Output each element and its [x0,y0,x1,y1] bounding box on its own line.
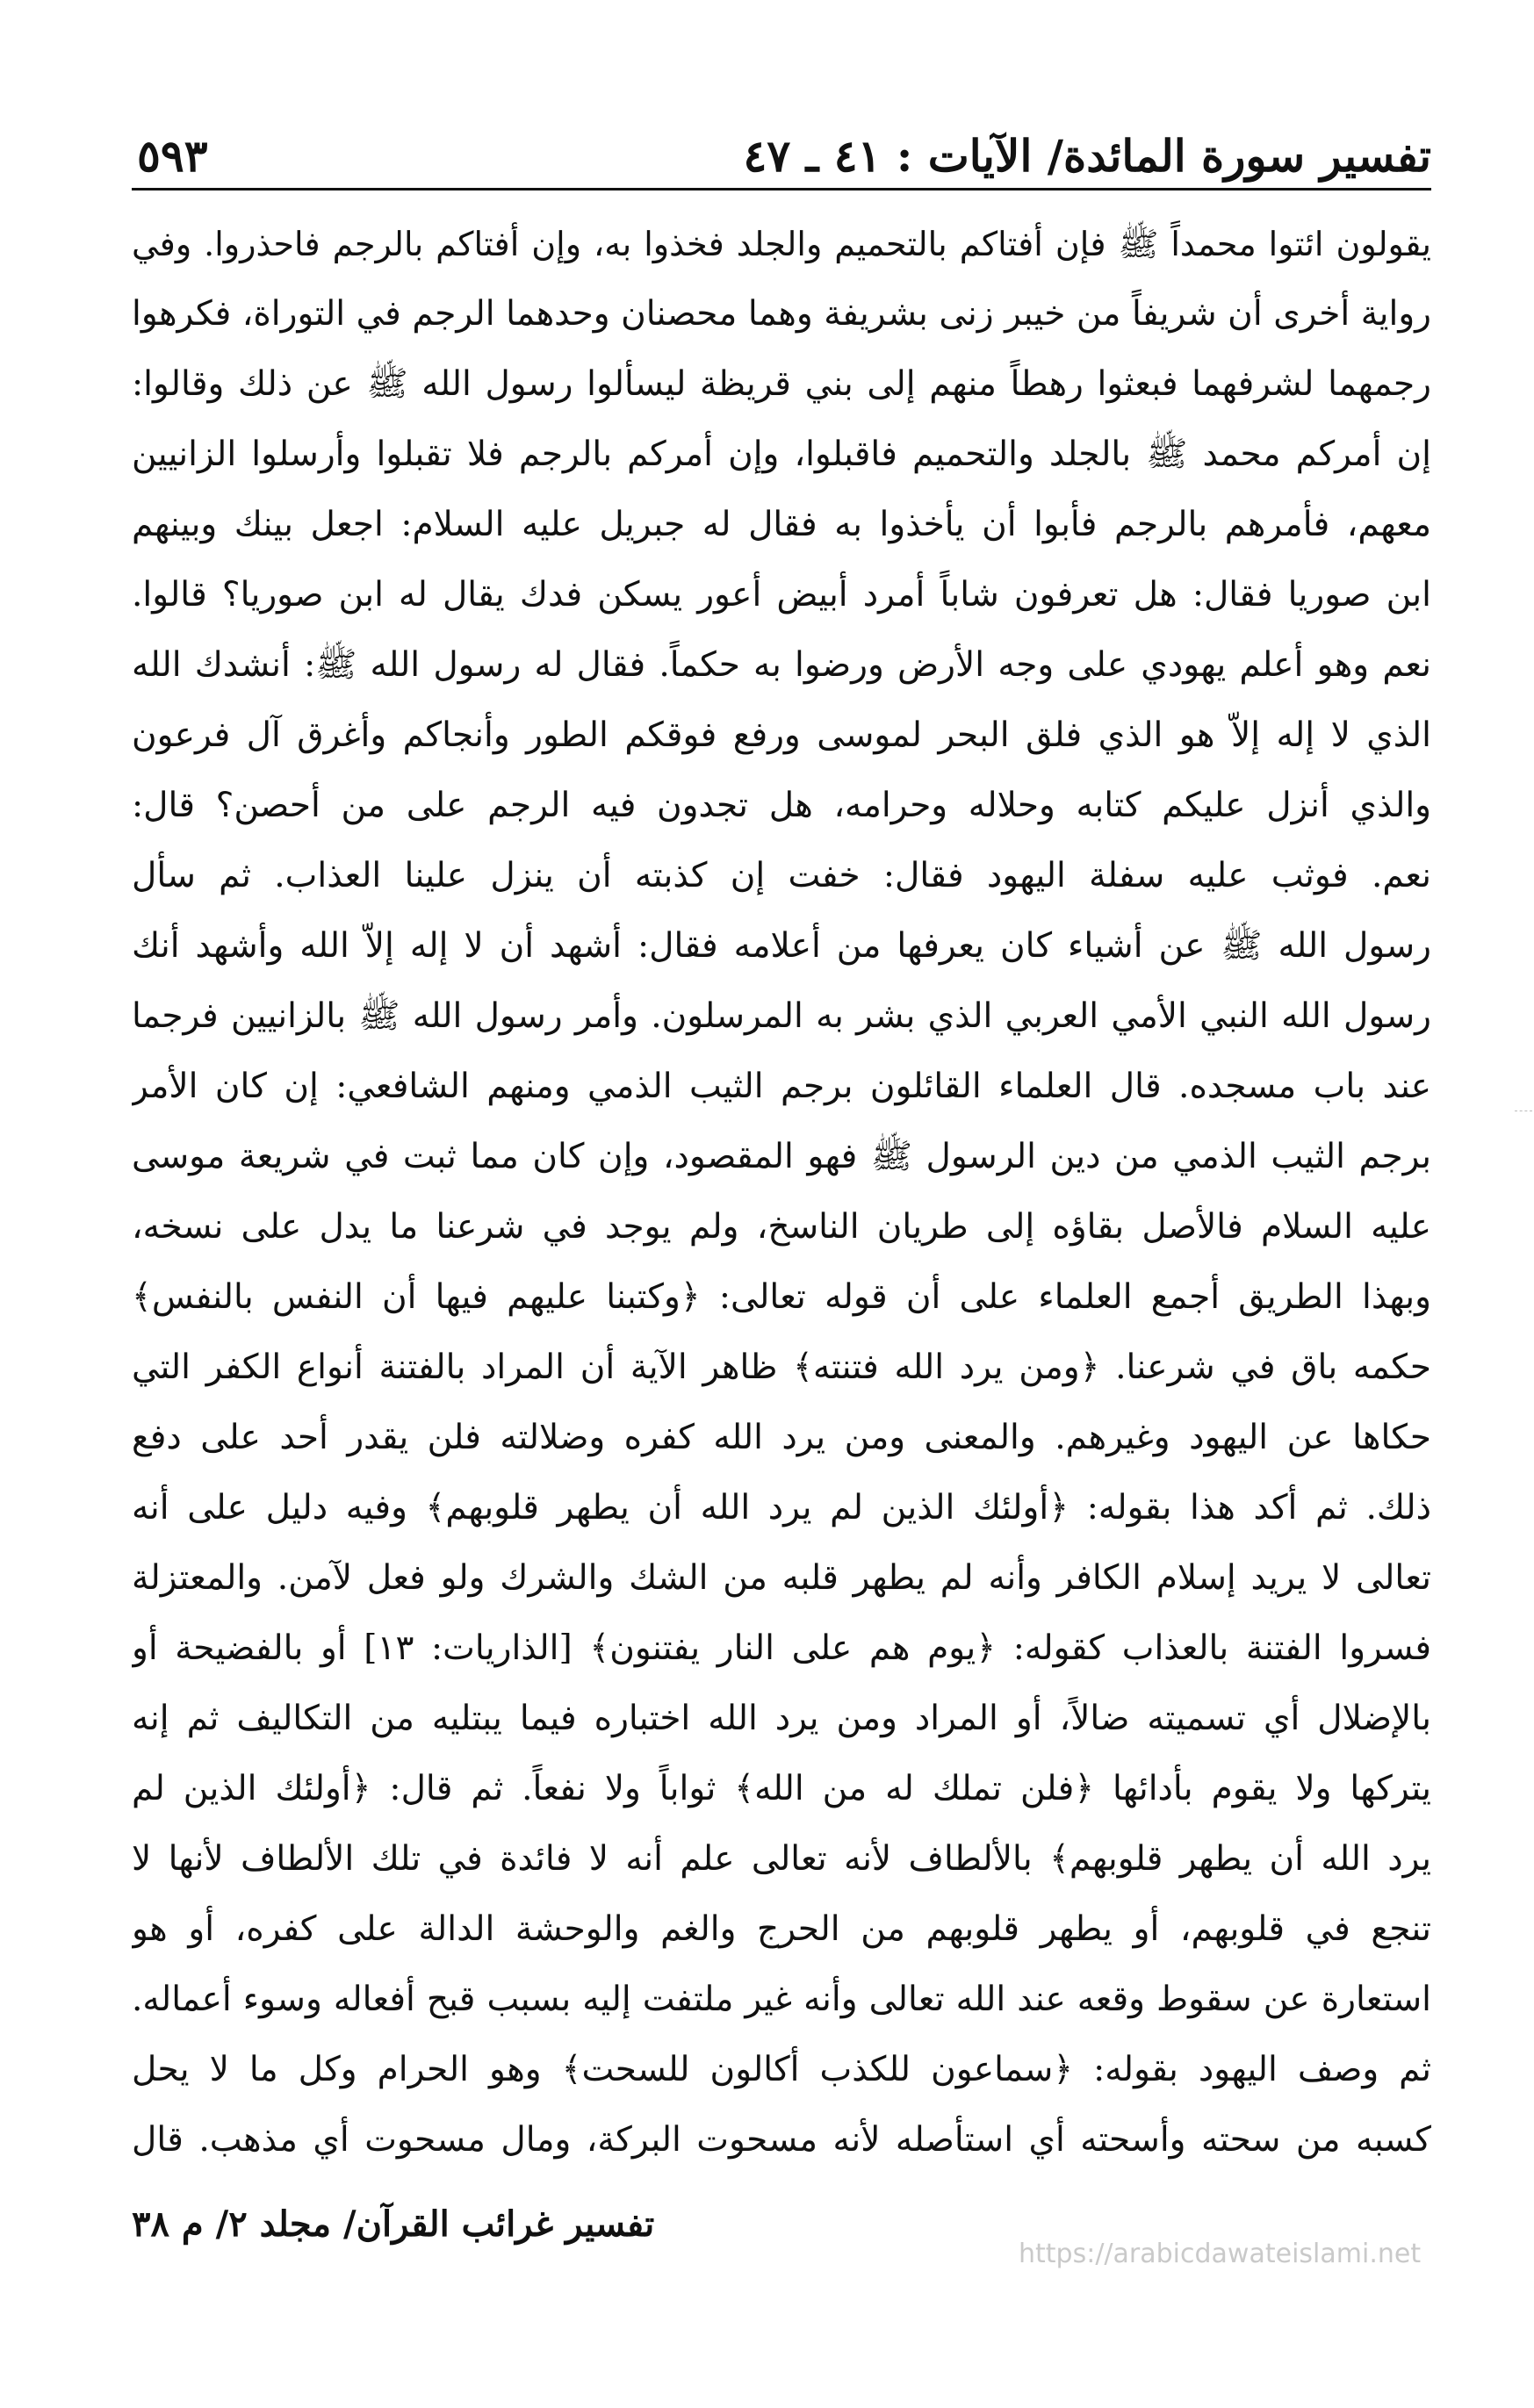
watermark-url: https://arabicdawateislami.net [1019,2239,1422,2269]
text-line: إن أمركم محمد ﷺ بالجلد والتحميم فاقبلوا، وإن أمركم بالرجم فلا تقبلوا وأرسلوا الزانيين [132,435,1431,474]
text-line: استعارة عن سقوط وقعه عند الله تعالى وأنه غير ملتفت إليه بسبب قبح أفعاله وسوء أعماله. [132,1980,1431,2019]
text-line: ذلك. ثم أكد هذا بقوله: ﴿أولئك الذين لم يرد الله أن يطهر قلوبهم﴾ وفيه دليل على أنه [132,1488,1431,1527]
text-line: ثم وصف اليهود بقوله: ﴿سماعون للكذب أكالون للسحت﴾ وهو الحرام وكل ما لا يحل [132,2050,1431,2089]
text-line: برجم الثيب الذمي من دين الرسول ﷺ فهو المقصود، وإن كان مما ثبت في شريعة موسى [132,1137,1431,1176]
text-line: ابن صوريا فقال: هل تعرفون شاباً أمرد أبيض أعور يسكن فدك يقال له ابن صوريا؟ قالوا. [132,575,1431,615]
header-rule [132,188,1431,190]
text-line: رجمهما لشرفهما فبعثوا رهطاً منهم إلى بني قريظة ليسألوا رسول الله ﷺ عن ذلك وقالوا: [132,364,1431,404]
body-text [132,209,1431,2175]
page-header [132,130,1431,183]
text-line: حكاها عن اليهود وغيرهم. والمعنى ومن يرد الله كفره وضلالته فلن يقدر أحد على دفع [132,1418,1431,1457]
text-line: والذي أنزل عليكم كتابه وحلاله وحرامه، هل تجدون فيه الرجم على من أحصن؟ قال: [132,786,1431,825]
running-title: تفسير سورة المائدة/ الآيات : ٤١ ـ ٤٧ [743,130,1431,182]
page-footer [132,2203,1431,2269]
text-line: يرد الله أن يطهر قلوبهم﴾ بالألطاف لأنه تعالى علم أنه لا فائدة في تلك الألطاف لأنها لا [132,1839,1431,1879]
volume-note: تفسير غرائب القرآن/ مجلد ٢/ م ٣٨ [132,2203,655,2245]
text-line: يتركها ولا يقوم بأدائها ﴿فلن تملك له من الله﴾ ثواباً ولا نفعاً. ثم قال: ﴿أولئك الذين لم [132,1769,1431,1808]
text-line: حكمه باق في شرعنا. ﴿ومن يرد الله فتنته﴾ ظاهر الآية أن المراد بالفتنة أنواع الكفر التي [132,1348,1431,1387]
text-line: رسول الله ﷺ عن أشياء كان يعرفها من أعلامه فقال: أشهد أن لا إله إلاّ الله وأشهد أنك [132,926,1431,966]
text-line: وبهذا الطريق أجمع العلماء على أن قوله تعالى: ﴿وكتبنا عليهم فيها أن النفس بالنفس﴾ [132,1277,1431,1317]
text-line: كسبه من سحته وأسحته أي استأصله لأنه مسحوت البركة، ومال مسحوت أي مذهب. قال [132,2120,1431,2160]
text-line: عند باب مسجده. قال العلماء القائلون برجم الثيب الذمي ومنهم الشافعي: إن كان الأمر [132,1067,1431,1106]
text-line: رواية أخرى أن شريفاً من خيبر زنى بشريفة وهما محصنان وحدهما الرجم في التوراة، فكرهوا [132,294,1431,334]
text-line: معهم، فأمرهم بالرجم فأبوا أن يأخذوا به فقال له جبريل عليه السلام: اجعل بينك وبينهم [132,505,1431,544]
page-number: ٥٩٣ [137,130,208,182]
text-line: بالإضلال أي تسميته ضالاً، أو المراد ومن يرد الله اختباره فيما يبتليه من التكاليف ثم إنه [132,1699,1431,1738]
text-line: يقولون ائتوا محمداً ﷺ فإن أفتاكم بالتحميم والجلد فخذوا به، وإن أفتاكم بالرجم فاحذروا. وفي [132,225,1431,263]
text-line: تعالى لا يريد إسلام الكافر وأنه لم يطهر قلبه من الشك والشرك ولو فعل لآمن. والمعتزلة [132,1558,1431,1598]
text-line: رسول الله النبي الأمي العربي الذي بشر به المرسلون. وأمر رسول الله ﷺ بالزانيين فرجما [132,996,1431,1036]
text-line: الذي لا إله إلاّ هو الذي فلق البحر لموسى ورفع فوقكم الطور وأنجاكم وأغرق آل فرعون [132,715,1431,755]
text-line: فسروا الفتنة بالعذاب كقوله: ﴿يوم هم على النار يفتنون﴾ [الذاريات: ١٣] أو بالفضيحة أو [132,1628,1431,1668]
text-line: نعم وهو أعلم يهودي على وجه الأرض ورضوا به حكماً. فقال له رسول الله ﷺ: أنشدك الله [132,645,1431,685]
text-line: عليه السلام فالأصل بقاؤه إلى طريان الناسخ، ولم يوجد في شرعنا ما يدل على نسخه، [132,1207,1431,1247]
text-line: تنجع في قلوبهم، أو يطهر قلوبهم من الحرج والغم والوحشة الدالة على كفره، أو هو [132,1909,1431,1949]
text-line: نعم. فوثب عليه سفلة اليهود فقال: خفت إن كذبته أن ينزل علينا العذاب. ثم سأل [132,856,1431,895]
